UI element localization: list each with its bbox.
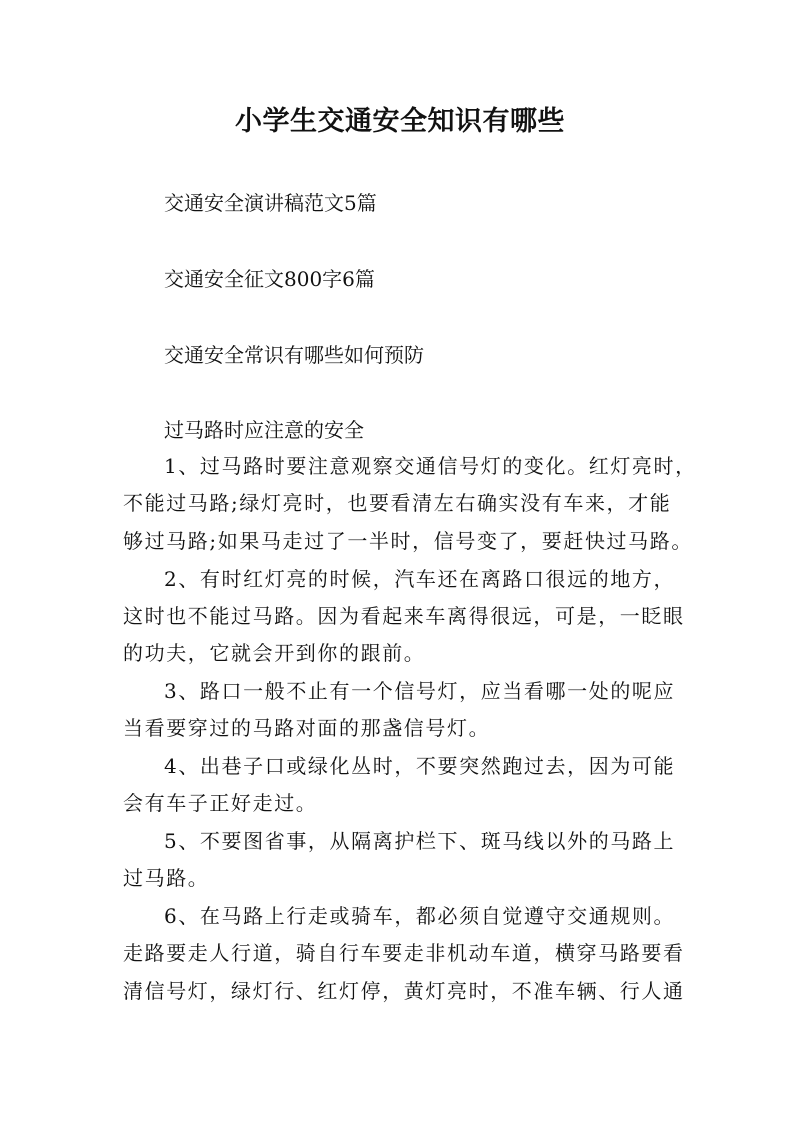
body-line: 4、出巷子口或绿化丛时，不要突然跑过去，因为可能 — [164, 754, 676, 778]
body-line: 的功夫，它就会开到你的跟前。 — [123, 641, 426, 665]
body-line: 会有车子正好走过。 — [123, 791, 318, 815]
body-line: 不能过马路;绿灯亮时，也要看清左右确实没有车来，才能 — [123, 491, 672, 515]
related-link-speech[interactable]: 交通安全演讲稿范文5篇 — [164, 191, 377, 215]
related-link-essay[interactable]: 交通安全征文800字6篇 — [164, 267, 375, 291]
body-line: 3、路口一般不止有一个信号灯，应当看哪一处的呢应 — [164, 679, 676, 703]
section-heading: 过马路时应注意的安全 — [164, 418, 364, 442]
related-link-common-sense[interactable]: 交通安全常识有哪些如何预防 — [164, 343, 424, 367]
body-line: 1、过马路时要注意观察交通信号灯的变化。红灯亮时， — [164, 454, 697, 478]
body-line: 2、有时红灯亮的时候，汽车还在离路口很远的地方， — [164, 567, 676, 591]
body-line: 6、在马路上行走或骑车，都必须自觉遵守交通规则。 — [164, 904, 676, 928]
body-line: 过马路。 — [123, 866, 210, 890]
body-line: 当看要穿过的马路对面的那盏信号灯。 — [123, 716, 491, 740]
body-line: 5、不要图省事，从隔离护栏下、斑马线以外的马路上 — [164, 829, 676, 853]
body-line: 这时也不能过马路。因为看起来车离得很远，可是，一眨眼 — [123, 604, 685, 628]
body-line: 走路要走人行道，骑自行车要走非机动车道，横穿马路要看 — [123, 941, 685, 965]
document-title: 小学生交通安全知识有哪些 — [235, 106, 565, 137]
body-line: 够过马路;如果马走过了一半时，信号变了，要赶快过马路。 — [123, 529, 693, 553]
body-line: 清信号灯，绿灯行、红灯停，黄灯亮时，不准车辆、行人通 — [123, 979, 685, 1003]
